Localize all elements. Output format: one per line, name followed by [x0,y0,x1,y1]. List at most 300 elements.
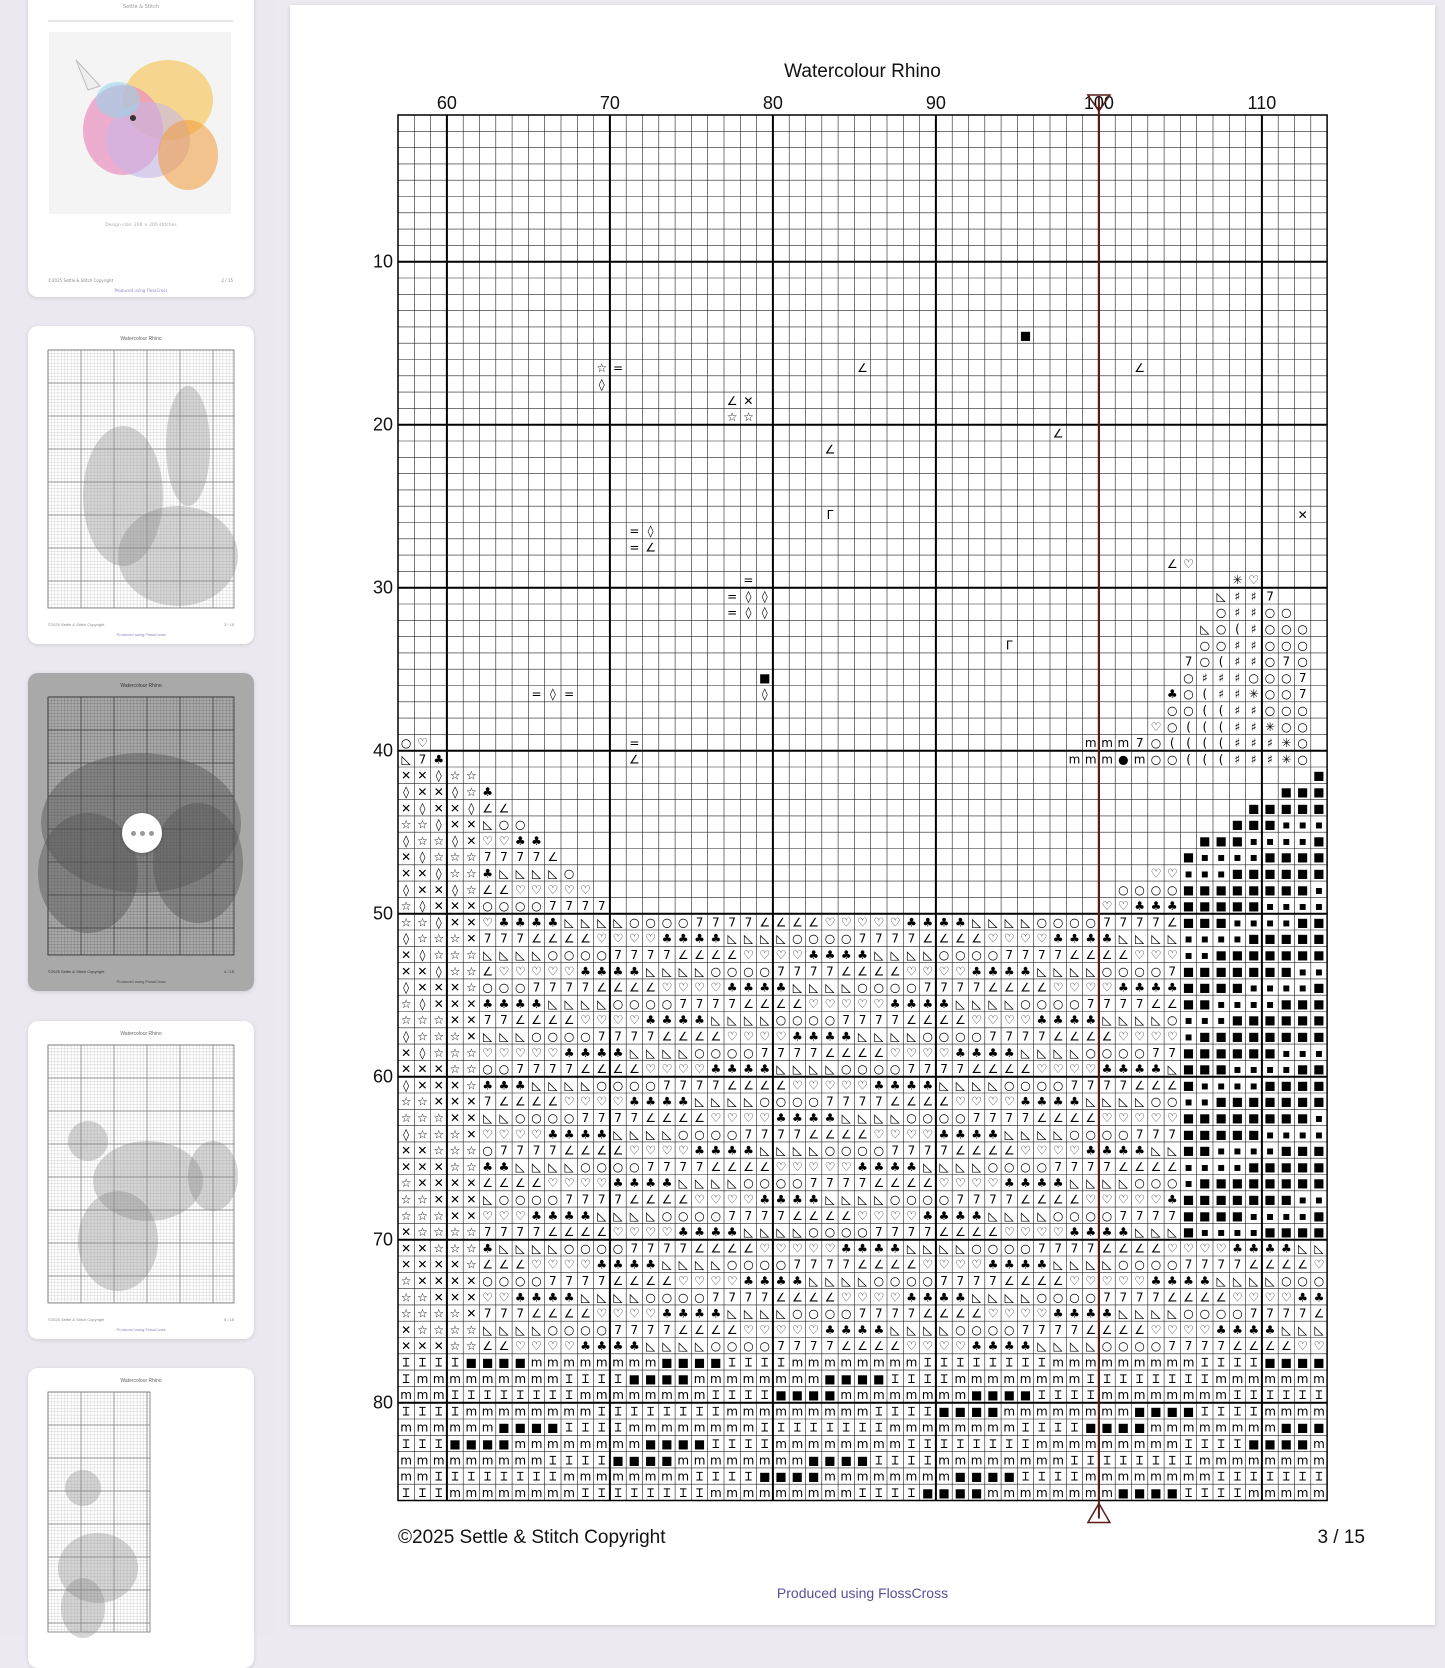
stitch-symbol: ○ [1183,670,1194,685]
stitch-symbol: ♡ [531,1127,542,1142]
stitch-symbol: ▪ [1217,931,1226,946]
stitch-symbol: Ɪ [1087,1371,1095,1386]
stitch-symbol: ▪ [1314,882,1324,897]
stitch-symbol: Ɪ [533,1469,540,1484]
stitch-symbol: ▪ [1249,1078,1258,1093]
stitch-symbol: ● [1118,752,1129,767]
stitch-symbol: ✕ [433,899,444,914]
stitch-symbol: ○ [531,899,542,914]
stitch-symbol: ( [1202,752,1208,767]
stitch-symbol: ∠ [677,1111,689,1126]
stitch-symbol: ■ [1215,899,1227,914]
stitch-symbol: ♡ [1166,948,1178,963]
stitch-symbol: ♣ [514,915,526,930]
stitch-symbol: ∠ [889,964,901,979]
stitch-symbol: ♣ [1069,1225,1080,1240]
stitch-symbol: ■ [954,1485,967,1500]
stitch-symbol: 7 [549,1062,557,1077]
stitch-symbol: ♣ [645,1013,657,1028]
stitch-symbol: m [921,1388,934,1403]
stitch-symbol: 7 [744,915,753,930]
stitch-symbol: ∠ [1183,1290,1194,1305]
thumb-copy: ©2025 Settle & Stitch Copyright [48,969,105,974]
stitch-symbol: ■ [938,1404,950,1419]
stitch-symbol: 7 [1119,915,1128,930]
stitch-symbol: ∠ [661,1192,673,1207]
stitch-symbol: Ɪ [402,1371,410,1386]
stitch-symbol: ∠ [971,1062,983,1077]
stitch-symbol: ◺ [597,996,607,1011]
stitch-symbol: ♡ [1036,1062,1048,1077]
stitch-symbol: ∠ [938,1306,950,1321]
stitch-symbol: ♣ [726,1225,738,1240]
stitch-symbol: ♣ [1020,1257,1031,1272]
thumb-title: Watercolour Rhino [120,1031,162,1037]
stitch-symbol: ♣ [677,1306,689,1321]
stitch-symbol: m [1280,1453,1293,1468]
stitch-symbol: ○ [743,1045,754,1060]
stitch-symbol: 7 [1103,915,1111,930]
stitch-symbol: ♡ [1085,1062,1097,1077]
stitch-symbol: m [1296,1371,1309,1386]
stitch-symbol: ♡ [1150,1111,1162,1126]
stitch-symbol: ✕ [401,801,412,816]
stitch-symbol: ○ [906,1274,917,1289]
produced-by-link[interactable]: Produced using FlossCross [776,1585,949,1601]
stitch-symbol: ○ [1036,1290,1048,1305]
stitch-symbol: ♣ [906,915,917,930]
stitch-symbol: 7 [1135,915,1144,930]
stitch-symbol: ○ [938,948,950,963]
stitch-symbol: m [840,1469,853,1484]
stitch-symbol: ∠ [1199,1290,1211,1305]
stitch-symbol: ■ [1296,850,1309,865]
stitch-symbol: ◺ [760,1013,770,1028]
stitch-symbol: ○ [792,1013,803,1028]
stitch-symbol: Ɪ [924,1404,932,1419]
stitch-symbol: Ɪ [614,1485,622,1500]
stitch-symbol: ∠ [1036,1111,1048,1126]
stitch-symbol: ♡ [628,1306,640,1321]
stitch-symbol: ∠ [628,1062,640,1077]
stitch-symbol: ▪ [1314,899,1324,914]
stitch-symbol: ☆ [465,1062,477,1077]
stitch-symbol: 7 [614,948,622,963]
stitch-symbol: ■ [1199,833,1211,848]
stitch-symbol: ○ [1297,752,1308,767]
stitch-symbol: ♡ [645,931,657,946]
thumbnail-page-3[interactable] [28,326,254,644]
stitch-symbol: ◊ [419,996,426,1011]
stitch-symbol: ♣ [498,1078,510,1093]
thumb-design-size: Design size: 200 × 200 stitches [105,223,177,228]
stitch-symbol: m [400,1453,413,1468]
stitch-symbol: ■ [1182,1127,1195,1142]
stitch-symbol: ♡ [743,1192,754,1207]
stitch-symbol: ■ [1133,1420,1146,1435]
stitch-symbol: ■ [1231,899,1244,914]
stitch-symbol: Γ [1005,638,1013,653]
stitch-symbol: m [1182,1420,1195,1435]
stitch-symbol: ◺ [825,1062,835,1077]
stitch-symbol: ∠ [514,1257,526,1272]
stitch-symbol: ♣ [1134,980,1146,995]
stitch-symbol: 7 [565,1062,573,1077]
thumbnail-page-6[interactable] [28,1368,254,1668]
stitch-symbol: ▪ [1200,866,1209,881]
stitch-symbol: ○ [889,1274,901,1289]
stitch-symbol: Ɪ [500,1469,508,1484]
stitch-symbol: ∠ [1150,996,1162,1011]
stitch-symbol: ♯ [1250,605,1257,620]
stitch-symbol: Ɪ [1201,1437,1209,1452]
stitch-symbol: ■ [1215,1127,1227,1142]
stitch-symbol: ○ [1052,1208,1064,1223]
stitch-symbol: ♣ [873,1078,885,1093]
stitch-symbol: ♡ [694,1192,705,1207]
stitch-symbol: ■ [1264,866,1276,881]
stitch-symbol: ♣ [1280,1241,1292,1256]
stitch-symbol: ✳ [1248,687,1259,702]
stitch-symbol: Ɪ [1168,1453,1176,1468]
stitch-symbol: m [1101,1485,1113,1500]
stitch-symbol: Ɪ [1103,1371,1111,1386]
stitch-symbol: ○ [775,1013,787,1028]
stitch-symbol: ∠ [726,948,738,963]
stitch-symbol: Ɪ [1054,1469,1062,1484]
stitch-symbol: ○ [1085,1208,1096,1223]
stitch-symbol: ◺ [548,996,558,1011]
stitch-symbol: ○ [1052,915,1064,930]
stitch-symbol: ♡ [1117,1029,1129,1044]
stitch-symbol: ◊ [647,524,654,539]
stitch-symbol: ■ [677,1371,689,1386]
stitch-symbol: ■ [1296,1225,1309,1240]
stitch-symbol: ○ [759,1257,770,1272]
stitch-symbol: ✕ [417,1274,428,1289]
stitch-symbol: Ɪ [435,1404,443,1419]
stitch-symbol: ♡ [1248,573,1260,588]
stitch-symbol: ♡ [873,1290,885,1305]
stitch-symbol: ◺ [1167,931,1177,946]
stitch-symbol: 7 [1168,1339,1177,1354]
stitch-symbol: Ɪ [516,1469,524,1484]
stitch-symbol: Ɪ [419,1404,426,1419]
stitch-symbol: ♡ [1085,980,1097,995]
stitch-symbol: 7 [597,1192,606,1207]
thumb-pattern-shade [166,386,210,506]
stitch-symbol: ♡ [759,1322,771,1337]
stitch-symbol: ◺ [1135,1013,1145,1028]
stitch-symbol: m [1101,1355,1113,1370]
stitch-symbol: ✕ [401,850,412,865]
stitch-symbol: ◺ [906,1029,917,1044]
stitch-symbol: ♡ [840,1159,852,1174]
stitch-symbol: Ɪ [989,1355,997,1370]
stitch-symbol: ♡ [954,1339,966,1354]
thumb-produced: Produced using FlossCross [114,288,168,293]
stitch-symbol: ∠ [726,1159,738,1174]
stitch-symbol: ☆ [417,1029,428,1044]
stitch-symbol: ■ [661,1371,673,1386]
stitch-symbol: ▪ [1184,1094,1193,1109]
stitch-symbol: m [889,1437,902,1452]
stitch-symbol: ♡ [971,1013,983,1028]
stitch-symbol: ♣ [1297,1290,1309,1305]
stitch-symbol: ■ [1231,1127,1244,1142]
stitch-symbol: ■ [1313,1029,1325,1044]
x-tick-label: 100 [1083,93,1114,113]
stitch-symbol: ♣ [628,1094,640,1109]
stitch-symbol: m [416,1420,429,1435]
more-options-button[interactable] [122,813,162,853]
stitch-symbol: m [726,1485,739,1500]
stitch-symbol: = [727,605,738,620]
stitch-symbol: ∠ [791,1290,803,1305]
stitch-symbol: ◺ [809,1062,819,1077]
stitch-symbol: ■ [1248,801,1260,816]
stitch-symbol: ♣ [1101,1306,1113,1321]
stitch-symbol: ○ [1118,1257,1129,1272]
stitch-symbol: m [775,1485,787,1500]
stitch-symbol: ✕ [417,1062,428,1077]
stitch-symbol: 7 [972,980,981,995]
stitch-symbol: ■ [1231,1208,1244,1223]
stitch-symbol: ♣ [726,1143,738,1158]
stitch-symbol: ■ [1248,1094,1260,1109]
stitch-symbol: ♡ [1101,980,1113,995]
stitch-symbol: ◊ [452,882,459,897]
stitch-symbol: m [514,1485,527,1500]
stitch-symbol: ▪ [1282,817,1291,832]
stitch-symbol: ∠ [514,1094,526,1109]
stitch-symbol: Ɪ [679,1404,687,1419]
stitch-symbol: Ɪ [631,1404,638,1419]
stitch-symbol: ◺ [1037,1339,1047,1354]
stitch-symbol: ○ [1281,638,1292,653]
stitch-symbol: m [628,1469,641,1484]
stitch-symbol: Ɪ [1315,1469,1323,1484]
stitch-symbol: 7 [1168,1127,1177,1142]
stitch-symbol: ♣ [498,996,510,1011]
stitch-symbol: 7 [500,1306,508,1321]
stitch-symbol: ▪ [1184,866,1193,881]
stitch-symbol: ■ [1182,915,1195,930]
stitch-symbol: ✕ [401,1225,412,1240]
stitch-symbol: ◺ [972,996,982,1011]
stitch-symbol: ∠ [645,1274,657,1289]
stitch-symbol: ○ [531,1192,542,1207]
stitch-symbol: 7 [532,1143,541,1158]
stitch-symbol: 7 [500,1143,508,1158]
stitch-symbol: 7 [630,948,639,963]
stitch-symbol: ∠ [563,1225,575,1240]
stitch-symbol: ✕ [466,1208,477,1223]
stitch-symbol: ♣ [694,1225,705,1240]
stitch-symbol: ○ [1297,638,1308,653]
stitch-symbol: ○ [645,1078,656,1093]
stitch-symbol: ✕ [450,1078,461,1093]
stitch-symbol: m [693,1420,706,1435]
stitch-symbol: ◺ [841,1111,851,1126]
stitch-symbol: Ɪ [1038,1420,1046,1435]
stitch-symbol: ✕ [466,1111,477,1126]
stitch-symbol: ♡ [482,1290,494,1305]
stitch-symbol: ☆ [449,1143,461,1158]
stitch-symbol: ◺ [809,980,819,995]
stitch-symbol: ∠ [906,1176,917,1191]
stitch-symbol: ∠ [694,1029,705,1044]
stitch-symbol: ♡ [498,1127,510,1142]
stitch-symbol: ✕ [433,1078,444,1093]
stitch-symbol: m [807,1371,820,1386]
stitch-symbol: m [1133,1469,1146,1484]
stitch-symbol: ■ [1182,1208,1195,1223]
stitch-symbol: ◺ [1053,1127,1063,1142]
stitch-symbol: ◺ [662,1127,672,1142]
stitch-symbol: 7 [1119,1078,1128,1093]
stitch-symbol: ○ [1052,996,1064,1011]
stitch-symbol: ■ [1313,1062,1325,1077]
stitch-symbol: ♡ [791,1159,803,1174]
stitch-symbol: ( [1202,703,1208,718]
stitch-symbol: ◺ [1004,996,1014,1011]
stitch-symbol: Ɪ [1250,1469,1258,1484]
stitch-symbol: m [579,1469,592,1484]
stitch-symbol: 7 [1005,1029,1014,1044]
stitch-symbol: ♡ [563,882,575,897]
stitch-symbol: ♣ [596,1127,608,1142]
stitch-symbol: ∠ [645,980,657,995]
stitch-symbol: ♡ [1166,1241,1178,1256]
stitch-symbol: m [889,1420,902,1435]
thumbnail-page-5[interactable] [28,1021,254,1339]
stitch-symbol: ◺ [988,1208,998,1223]
stitch-symbol: m [807,1404,820,1419]
stitch-symbol: m [481,1371,494,1386]
stitch-symbol: ∠ [873,1339,885,1354]
stitch-symbol: m [905,1388,918,1403]
stitch-symbol: ○ [629,1159,640,1174]
stitch-symbol: ∠ [1248,1257,1260,1272]
stitch-symbol: ∠ [1036,1274,1048,1289]
stitch-symbol: m [1182,1355,1195,1370]
stitch-symbol: ( [1186,719,1191,734]
stitch-symbol: 7 [614,1192,622,1207]
stitch-symbol: ☆ [433,1111,445,1126]
stitch-symbol: ♣ [1020,1339,1031,1354]
thumb-copy: ©2025 Settle & Stitch Copyright [48,1317,105,1322]
stitch-symbol: 7 [565,899,573,914]
stitch-symbol: ♡ [482,1127,494,1142]
stitch-symbol: ♡ [791,1241,803,1256]
stitch-symbol: ☆ [465,1159,477,1174]
stitch-symbol: ♡ [1183,556,1194,571]
stitch-symbol: ♡ [775,1241,787,1256]
stitch-symbol: ○ [678,1290,689,1305]
stitch-symbol: ◺ [1069,1176,1080,1191]
stitch-symbol: ◺ [483,1111,493,1126]
stitch-symbol: ♡ [840,1078,852,1093]
stitch-symbol: 7 [858,1094,867,1109]
stitch-symbol: ◺ [1135,1225,1145,1240]
stitch-symbol: m [1117,736,1130,751]
stitch-symbol: ◺ [760,931,770,946]
stitch-symbol: ( [1186,736,1191,751]
stitch-symbol: ∠ [1117,1322,1129,1337]
stitch-symbol: ○ [547,1029,559,1044]
stitch-symbol: Ɪ [1071,1420,1078,1435]
stitch-symbol: Ɪ [598,1420,606,1435]
stitch-symbol: ∠ [857,1045,868,1060]
stitch-symbol: ▪ [1265,833,1275,848]
stitch-symbol: 7 [516,931,525,946]
stitch-symbol: ♡ [824,1078,836,1093]
stitch-symbol: ○ [1297,703,1308,718]
stitch-symbol: ◺ [743,1013,754,1028]
stitch-symbol: ◺ [694,1339,705,1354]
stitch-symbol: ∠ [922,1306,934,1321]
stitch-symbol: ■ [1313,915,1325,930]
stitch-symbol: ♣ [677,931,689,946]
stitch-symbol: ◺ [694,1176,705,1191]
stitch-symbol: Ɪ [1201,1404,1209,1419]
stitch-symbol: ∠ [889,1094,901,1109]
thumb-brand: Settle & Stitch [122,4,160,10]
stitch-symbol: m [1313,1437,1325,1452]
stitch-symbol: Ɪ [1168,1371,1176,1386]
stitch-symbol: ♡ [775,1029,787,1044]
stitch-symbol: ♡ [759,1241,771,1256]
stitch-symbol: ♡ [1085,1192,1097,1207]
stitch-symbol: ■ [498,1420,510,1435]
stitch-symbol: ♣ [889,1159,901,1174]
stitch-symbol: ✕ [417,785,428,800]
thumbnail-page-4-selected[interactable] [28,673,254,991]
stitch-symbol: 7 [760,1208,769,1223]
stitch-symbol: ○ [873,980,885,995]
stitch-symbol: ♣ [580,1208,591,1223]
thumbnail-page-2[interactable] [28,0,254,297]
stitch-symbol: ♡ [514,1045,526,1060]
stitch-symbol: ✕ [417,768,428,783]
stitch-symbol: ♡ [1101,1192,1113,1207]
stitch-symbol: m [546,1437,559,1452]
stitch-symbol: ☆ [465,1241,477,1256]
stitch-symbol: ▪ [1282,1127,1291,1142]
stitch-symbol: ( [1218,703,1224,718]
stitch-symbol: ♣ [1134,899,1146,914]
stitch-symbol: ○ [743,1339,754,1354]
stitch-symbol: ○ [1167,1013,1178,1028]
stitch-symbol: ■ [1133,1404,1146,1419]
stitch-symbol: ♣ [482,866,494,881]
stitch-symbol: ◺ [1151,1225,1161,1240]
stitch-symbol: ∠ [1003,1062,1015,1077]
stitch-symbol: ☆ [400,817,412,832]
stitch-symbol: ■ [547,1420,559,1435]
stitch-symbol: Ɪ [582,1453,589,1468]
stitch-symbol: ♣ [1166,980,1178,995]
stitch-symbol: ∠ [840,964,852,979]
stitch-symbol: ◺ [483,1192,493,1207]
stitch-symbol: ♡ [1150,1322,1162,1337]
stitch-symbol: ☆ [465,1078,477,1093]
stitch-symbol: ○ [498,899,510,914]
stitch-symbol: ♡ [922,1339,934,1354]
stitch-symbol: Ɪ [402,1355,410,1370]
stitch-symbol: m [628,1437,641,1452]
